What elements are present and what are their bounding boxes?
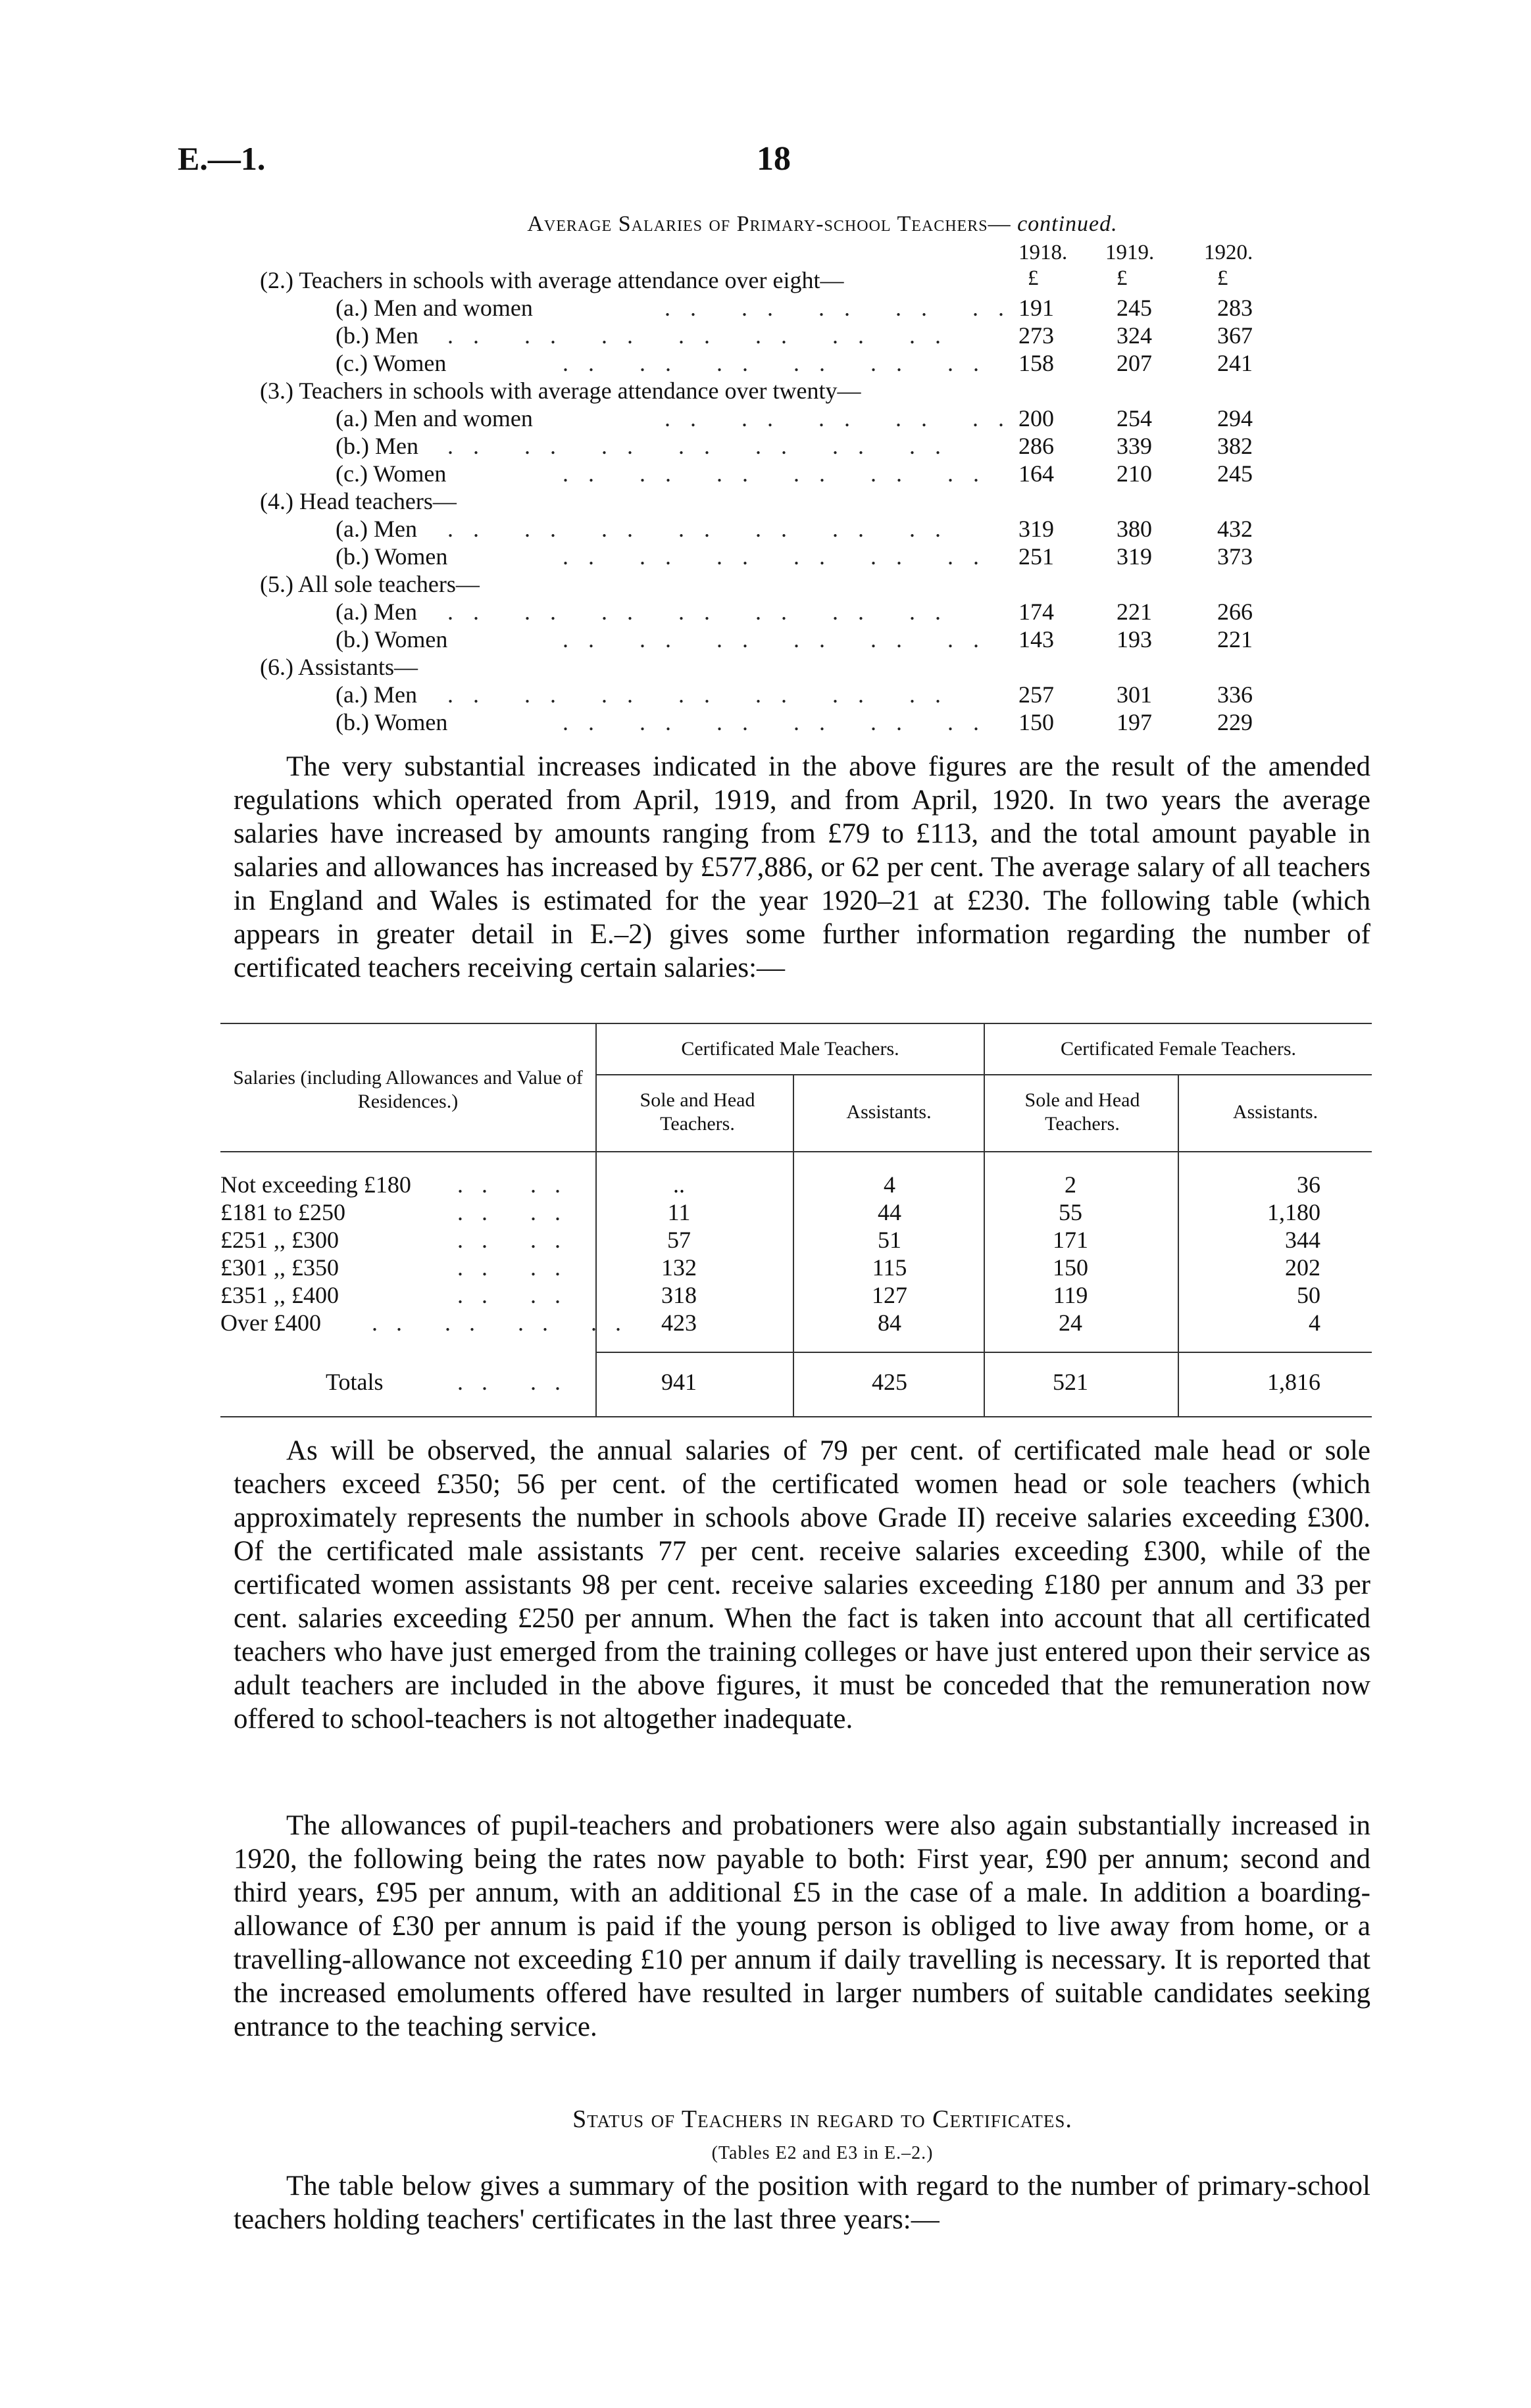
currency-1919: £ (1117, 266, 1128, 290)
col-female-assistants: Assistants. (1232, 1101, 1318, 1123)
table-row: Not exceeding £180 .. .. .. 4 2 36 (220, 1171, 1320, 1198)
paragraph-status-intro: The table below gives a summary of the position with regard to the number of primary-school teachers holding teachers' certificates in the last three years:— (234, 2171, 1370, 2235)
status-section-subtitle: (Tables E2 and E3 in E.–2.) (711, 2143, 934, 2163)
salaries-section-title: Average Salaries of Primary-school Teachers— continued. (527, 212, 1118, 236)
table-row: £351 ,, £400 .. .. 318 127 119 50 (220, 1282, 1320, 1308)
document-code: E.—1. (178, 140, 266, 177)
paragraph-pupil-teacher-allowances: The allowances of pupil-teachers and probationers were also again substantially increased in 1920, the following being the rates now payable to both: First year, £90 per annum; second and third years, £95 per annum, with an additional £5 in the case of a male. In addition a boarding-allowance of £30 per annum is paid if the young person is obliged to live away from home, or a travelling-allowance not exceeding £10 per annum if daily travelling is necessary. It is reported that the increased emoluments offered have resulted in larger numbers of suitable candidates seeking entrance to the teaching service. (234, 1810, 1370, 2042)
paragraph-salary-observations: As will be observed, the annual salaries of 79 per cent. of certificated male head or sole teachers exceed £350; 56 per cent. of the certificated women head or sole teachers (which approximately represents the number in schools above Grade II) receive salaries exceeding £300. Of the certificated male assistants 77 per cent. receive salaries exceeding £300, while of the certificated women assistants 98 per cent. receive salaries exceeding £180 per annum and 33 per cent. salaries exceeding £250 per annum. When the fact is taken into account that all certificated teachers who have just emerged from the training colleges or have just entered upon their service as adult teachers are included in the above figures, it must be conceded that the remuneration now offered to school-teachers is not altogether inadequate. (234, 1435, 1370, 1734)
certificated-teachers-table (220, 1023, 1372, 1417)
col-male-assistants: Assistants. (846, 1101, 932, 1123)
totals-row: Totals .. .. 941 425 521 1,816 (326, 1369, 1320, 1395)
row-header: Salaries (including Allowances and Value of Residences.) (233, 1067, 583, 1112)
col-male-sole-head: Sole and Head Teachers. (640, 1089, 755, 1135)
page-number: 18 (757, 140, 791, 178)
status-section-title: Status of Teachers in regard to Certificates. (572, 2105, 1072, 2133)
table-row: Over £400 .. .. .. .. 423 84 24 4 (220, 1310, 1320, 1336)
year-1919: 1919. (1105, 241, 1155, 264)
group-header-male: Certificated Male Teachers. (681, 1038, 899, 1060)
table-row: £181 to £250 .. .. 11 44 55 1,180 (220, 1199, 1320, 1225)
currency-1920: £ (1217, 266, 1228, 290)
year-1918: 1918. (1018, 241, 1068, 264)
table-row: £301 ,, £350 .. .. 132 115 150 202 (220, 1254, 1320, 1281)
col-female-sole-head: Sole and Head Teachers. (1024, 1089, 1140, 1135)
year-1920: 1920. (1204, 241, 1253, 264)
table-row: £251 ,, £300 .. .. 57 51 171 344 (220, 1227, 1320, 1253)
currency-1918: £ (1028, 266, 1039, 290)
paragraph-salary-increases: The very substantial increases indicated in the above figures are the result of the amended regulations which operated from April, 1919, and from April, 1920. In two years the average salaries have increased by amounts ranging from £79 to £113, and the total amount payable in salaries and allowances has increased by £577,886, or 62 per cent. The average salary of all teachers in England and Wales is estimated for the year 1920–21 at £230. The following table (which appears in greater detail in E.–2) gives some further information regarding the number of certificated teachers receiving certain salaries:— (234, 751, 1370, 983)
group-header-female: Certificated Female Teachers. (1060, 1038, 1296, 1060)
